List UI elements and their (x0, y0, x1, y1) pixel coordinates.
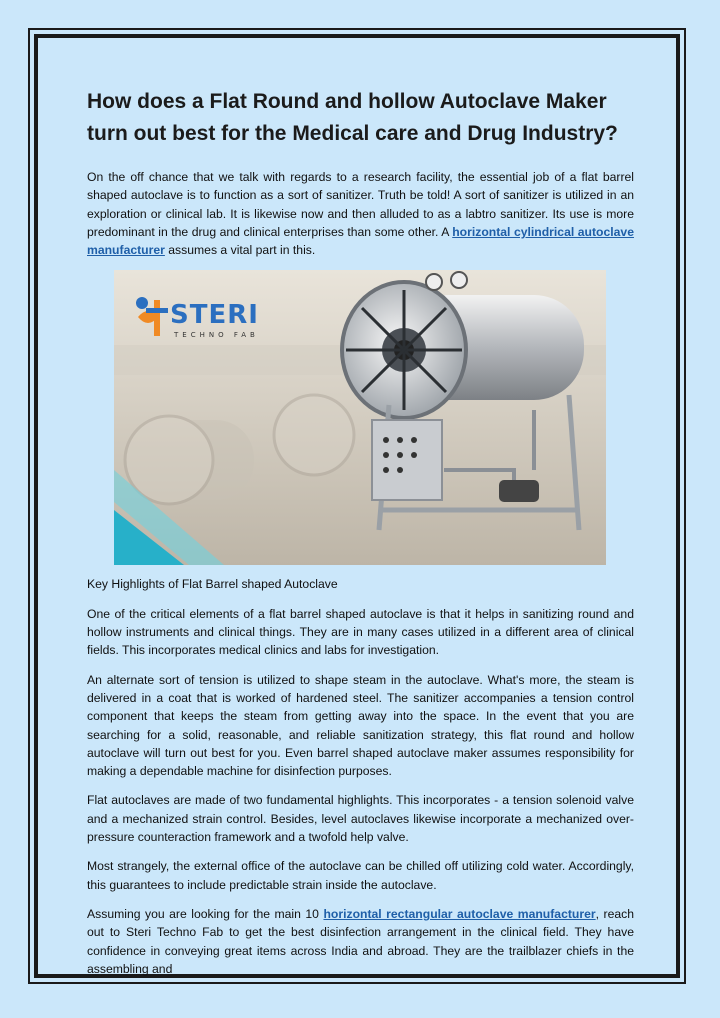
brand-logo-text: STERI (170, 300, 259, 331)
rectangular-autoclave-link[interactable]: horizontal rectangular autoclave manufacturer (323, 906, 596, 921)
intro-paragraph (87, 168, 634, 259)
autoclave-product-image (114, 270, 606, 565)
paragraph-2: An alternate sort of tension is utilized to shape steam in the autoclave. What's more, the steam is delivered in a coat that is worked of hardened steel. The sanitizer accompanies a tension control component that keeps the steam from getting away into the space. In the event that you are searching for a solid, reasonable, and reliable sanitization strategy, this flat round and hollow autoclave will turn out best for you. Even barrel shaped autoclave maker assumes responsibility for making a dependable machine for disinfection purposes. (87, 672, 634, 779)
paragraph-5 (87, 905, 634, 978)
paragraph-4: Most strangely, the external office of the autoclave can be chilled off utilizing cold water. Accordingly, this guarantees to include predictable strain inside the autoclave. (87, 859, 634, 892)
intro-tail: assumes a vital part in this. (164, 243, 316, 258)
cylindrical-autoclave-link[interactable]: horizontal cylindrical autoclave manufacturer (87, 224, 634, 258)
paragraph-3: Flat autoclaves are made of two fundamental highlights. This incorporates - a tension solenoid valve and a mechanized strain control. Besides, level autoclaves likewise incorporate a mechanized over-pressure counteraction framework and a twofold help valve. (87, 793, 634, 845)
intro-text: On the off chance that we talk with regards to a research facility, the essential job of a flat barrel shaped autoclave is to function as a sort of sanitizer. Truth be told! A sort of sanitizer is utilized in an exploration or clinical lab. It is likewise now and then alluded to as a labtro sanitizer. Its use is more predominant in the drug and clinical enterprises than some other. A (87, 170, 634, 239)
brand-logo-subtext: TECHNO FAB (174, 331, 259, 340)
paragraph-1: One of the critical elements of a flat barrel shaped autoclave is that it helps in sanitizing round and hollow instruments and clinical things. They are in many cases utilized in a different area of clinical fields. This incorporates medical clinics and labs for investigation. (87, 606, 634, 658)
paragraph-5-start: Assuming you are looking for the main 10 (87, 906, 324, 921)
article-title: How does a Flat Round and hollow Autoclave Maker turn out best for the Medical care and Drug Industry? (87, 90, 618, 145)
article-body (87, 86, 634, 989)
paragraph-5-rest: , reach out to Steri Techno Fab to get the best disinfection arrangement in the clinical field. They have confidence in conveying great items across India and abroad. They are the trailblazer chiefs in the assembling and (87, 906, 635, 976)
section-subheading: Key Highlights of Flat Barrel shaped Autoclave (87, 577, 338, 592)
